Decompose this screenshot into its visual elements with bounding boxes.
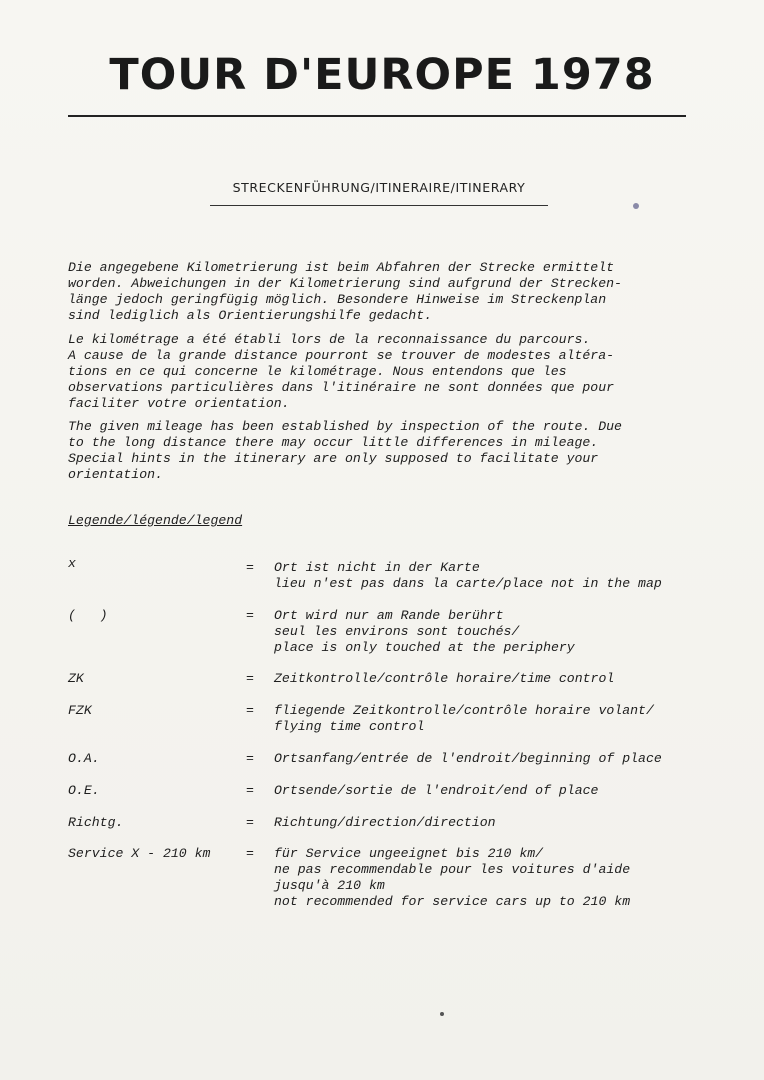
title-underline	[68, 115, 686, 117]
legend-abbr: x	[68, 556, 76, 571]
legend-abbr: O.E.	[68, 783, 100, 798]
legend-definition: Zeitkontrolle/contrôle horaire/time control	[274, 671, 615, 686]
paragraph-english: The given mileage has been established by inspection of the route. Due to the long distance there may occur little differences in mileage. Special hints in the itinerary are only supposed to facilitate your orientation.	[68, 419, 622, 482]
ink-speck	[633, 203, 639, 209]
subtitle-underline	[210, 205, 548, 206]
paragraph-german: Die angegebene Kilometrierung ist beim Abfahren der Strecke ermittelt worden. Abweichungen in der Kilometrierung sind aufgrund der Strecken- länge jedoch geringfügig möglich. Besondere Hinweise im Streckenplan sind lediglich als Orientierungshilfe gedacht.	[68, 260, 622, 323]
legend-definition: für Service ungeeignet bis 210 km/ ne pas recommendable pour les voitures d'aide jusqu'à 210 km not recommended for service cars up to 210 km	[274, 846, 631, 909]
legend-equals: =	[246, 846, 254, 861]
legend-equals: =	[246, 751, 254, 766]
legend-equals: =	[246, 608, 254, 623]
legend-equals: =	[246, 671, 254, 686]
legend-abbr: O.A.	[68, 751, 100, 766]
legend-abbr: ZK	[68, 671, 84, 686]
legend-heading: Legende/légende/legend	[68, 513, 243, 528]
legend-equals: =	[246, 783, 254, 798]
legend-definition: Ortsende/sortie de l'endroit/end of place	[274, 783, 599, 798]
legend-definition: fliegende Zeitkontrolle/contrôle horaire volant/ flying time control	[274, 703, 654, 734]
legend-definition: Ort wird nur am Rande berührt seul les environs sont touchés/ place is only touched at the periphery	[274, 608, 575, 655]
legend-equals: =	[246, 815, 254, 830]
legend-definition: Ortsanfang/entrée de l'endroit/beginning of place	[274, 751, 662, 766]
document-title: TOUR D'EUROPE 1978	[109, 50, 655, 100]
legend-definition: Richtung/direction/direction	[274, 815, 496, 830]
legend-equals: =	[246, 703, 254, 718]
legend-abbr: Richtg.	[68, 815, 124, 830]
paragraph-french: Le kilométrage a été établi lors de la reconnaissance du parcours. A cause de la grande distance pourront se trouver de modestes altéra- tions en ce qui concerne le kilométrage. Nous entendons que les observations particulières dans l'itinéraire ne sont données que pour faciliter votre orientation.	[68, 332, 615, 411]
legend-equals: =	[246, 560, 254, 575]
ink-speck	[440, 1012, 444, 1016]
legend-abbr: Service X - 210 km	[68, 846, 211, 861]
legend-abbr: FZK	[68, 703, 92, 718]
legend-abbr: ( )	[68, 608, 108, 623]
section-subtitle: STRECKENFÜHRUNG/ITINERAIRE/ITINERARY	[232, 180, 526, 195]
legend-definition: Ort ist nicht in der Karte lieu n'est pas dans la carte/place not in the map	[274, 560, 662, 591]
